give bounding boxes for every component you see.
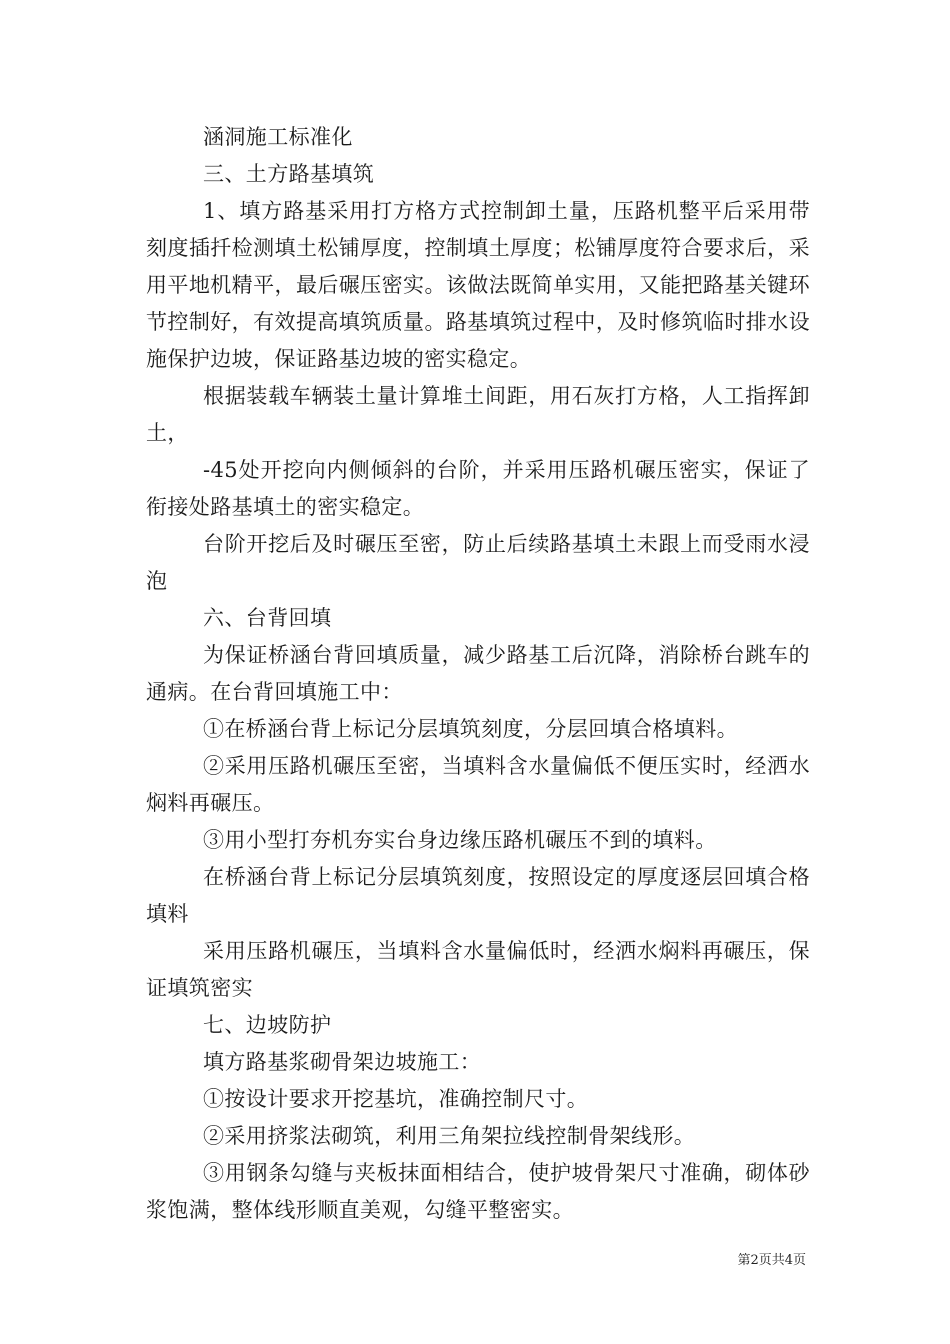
list-item-backfill-1: ①在桥涵台背上标记分层填筑刻度，分层回填合格填料。 bbox=[203, 717, 738, 741]
heading-earthwork-subgrade-filling: 三、土方路基填筑 bbox=[203, 162, 375, 186]
paragraph-step-compaction: 台阶开挖后及时碾压至密，防止后续路基填土未跟上而受雨水浸泡 bbox=[146, 532, 810, 593]
paragraph-fill-subgrade-method: 1、填方路基采用打方格方式控制卸土量，压路机整平后采用带刻度插扦检测填土松铺厚度，控制填土厚度；松铺厚度符合要求后，采用平地机精平，最后碾压密实。该做法既简单实用，又能把路基关键环节控制好，有效提高填筑质量。路基填筑过程中，及时修筑临时排水设施保护边坡，保证路基边坡的密实稳定。 bbox=[146, 199, 810, 371]
list-item-slope-1: ①按设计要求开挖基坑，准确控制尺寸。 bbox=[203, 1087, 589, 1111]
heading-abutment-backfill: 六、台背回填 bbox=[203, 606, 332, 630]
paragraph-backfill-purpose: 为保证桥涵台背回填质量，减少路基工后沉降，消除桥台跳车的通病。在台背回填施工中： bbox=[146, 643, 810, 704]
paragraph-culvert-standardization: 涵洞施工标准化 bbox=[203, 125, 353, 149]
paragraph-masonry-frame-slope: 填方路基浆砌骨架边坡施工： bbox=[203, 1050, 482, 1074]
paragraph-roller-compaction: 采用压路机碾压，当填料含水量偏低时，经洒水焖料再碾压，保证填筑密实 bbox=[146, 939, 810, 1000]
list-item-backfill-3: ③用小型打夯机夯实台身边缘压路机碾压不到的填料。 bbox=[203, 828, 717, 852]
heading-slope-protection: 七、边坡防护 bbox=[203, 1013, 332, 1037]
paragraph-soil-pile-spacing: 根据装载车辆装土量计算堆土间距，用石灰打方格，人工指挥卸土， bbox=[146, 384, 810, 445]
list-item-slope-2: ②采用挤浆法砌筑，利用三角架拉线控制骨架线形。 bbox=[203, 1124, 696, 1148]
paragraph-step-excavation: -45处开挖向内侧倾斜的台阶，并采用压路机碾压密实，保证了衔接处路基填土的密实稳定。 bbox=[146, 458, 810, 519]
list-item-slope-3: ③用钢条勾缝与夹板抹面相结合，使护坡骨架尺寸准确，砌体砂浆饱满，整体线形顺直美观，勾缝平整密实。 bbox=[146, 1161, 810, 1222]
document-body bbox=[146, 119, 810, 1229]
page-number: 第2页共4页 bbox=[737, 1253, 806, 1268]
list-item-backfill-2: ②采用压路机碾压至密，当填料含水量偏低不便压实时，经洒水焖料再碾压。 bbox=[146, 754, 810, 815]
paragraph-layer-marking: 在桥涵台背上标记分层填筑刻度，按照设定的厚度逐层回填合格填料 bbox=[146, 865, 810, 926]
